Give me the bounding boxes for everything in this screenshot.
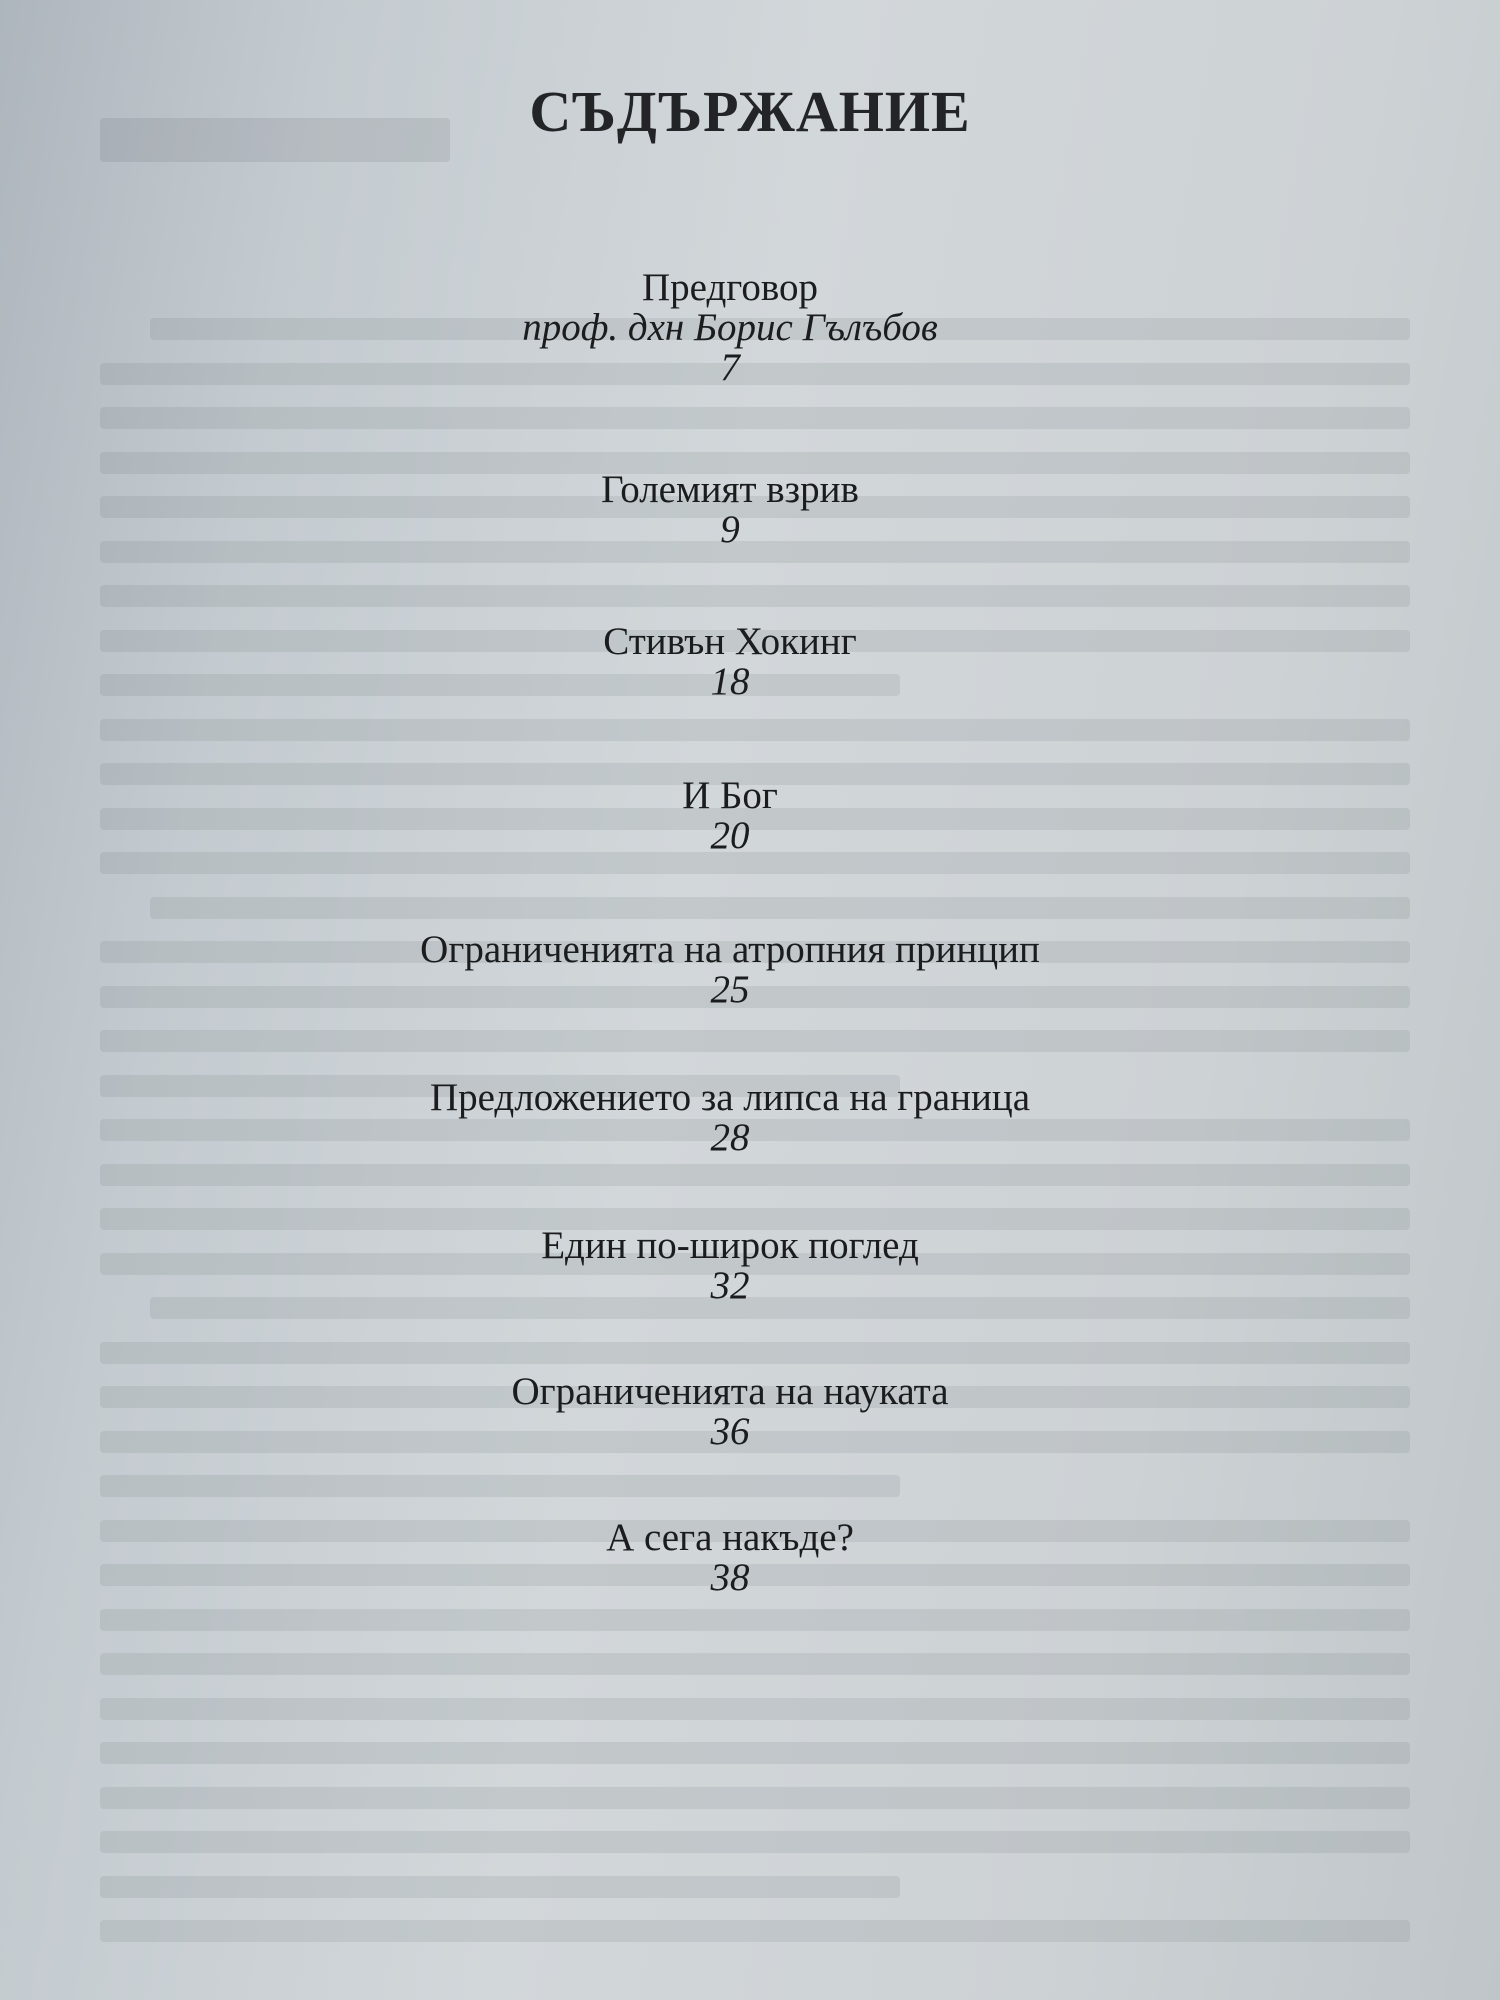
show-through-line <box>100 1609 1410 1631</box>
show-through-line <box>100 1342 1410 1364</box>
show-through-line <box>100 1742 1410 1764</box>
toc-entry-author: проф. дхн Борис Гълъбов <box>522 306 938 349</box>
toc-entry-page-number: 7 <box>720 346 740 389</box>
toc-entry-page-number: 25 <box>710 968 750 1011</box>
toc-entry-title: Ограниченията на атропния принцип <box>420 928 1040 971</box>
show-through-line <box>100 1831 1410 1853</box>
show-through-line <box>100 1920 1410 1942</box>
toc-entry-limits-of-science <box>300 1372 1160 1452</box>
toc-entry-anthropic-principle <box>300 930 1160 1010</box>
toc-entry-title: Един по-широк поглед <box>541 1224 919 1267</box>
show-through-line <box>100 1787 1410 1809</box>
show-through-line <box>100 407 1410 429</box>
show-through-line <box>100 1876 900 1898</box>
show-through-line <box>100 719 1410 741</box>
toc-entry-page-number: 18 <box>710 660 750 703</box>
toc-entry-title: Предложението за липса на граница <box>429 1076 1031 1119</box>
show-through-line <box>100 1698 1410 1720</box>
show-through-line <box>150 897 1410 919</box>
toc-entry-and-god <box>300 776 1160 856</box>
toc-entry-title: И Бог <box>682 774 778 817</box>
toc-entry-title: Стивън Хокинг <box>603 620 857 663</box>
toc-entry-where-now <box>300 1518 1160 1598</box>
toc-entry-title: Големият взрив <box>601 468 859 511</box>
toc-entry-page-number: 36 <box>710 1410 750 1453</box>
page-title: СЪДЪРЖАНИЕ <box>529 79 971 144</box>
toc-entry-page-number: 32 <box>710 1264 750 1307</box>
show-through-line <box>100 1030 1410 1052</box>
toc-entry-preface <box>300 268 1160 388</box>
toc-entry-broader-view <box>300 1226 1160 1306</box>
show-through-line <box>100 1164 1410 1186</box>
toc-entry-page-number: 28 <box>710 1116 750 1159</box>
toc-entry-page-number: 20 <box>710 814 750 857</box>
show-through-line <box>100 1475 900 1497</box>
toc-entry-stephen-hawking <box>300 622 1160 702</box>
toc-entry-page-number: 9 <box>720 508 740 551</box>
toc-entry-title: Ограниченията на науката <box>511 1370 949 1413</box>
toc-entry-title: А сега накъде? <box>606 1516 854 1559</box>
show-through-line <box>100 585 1410 607</box>
show-through-line <box>100 1653 1410 1675</box>
toc-entry-no-boundary-proposal <box>300 1078 1160 1158</box>
toc-entry-page-number: 38 <box>710 1556 750 1599</box>
toc-entry-big-bang <box>300 470 1160 550</box>
toc-entry-title: Предговор <box>642 266 818 309</box>
